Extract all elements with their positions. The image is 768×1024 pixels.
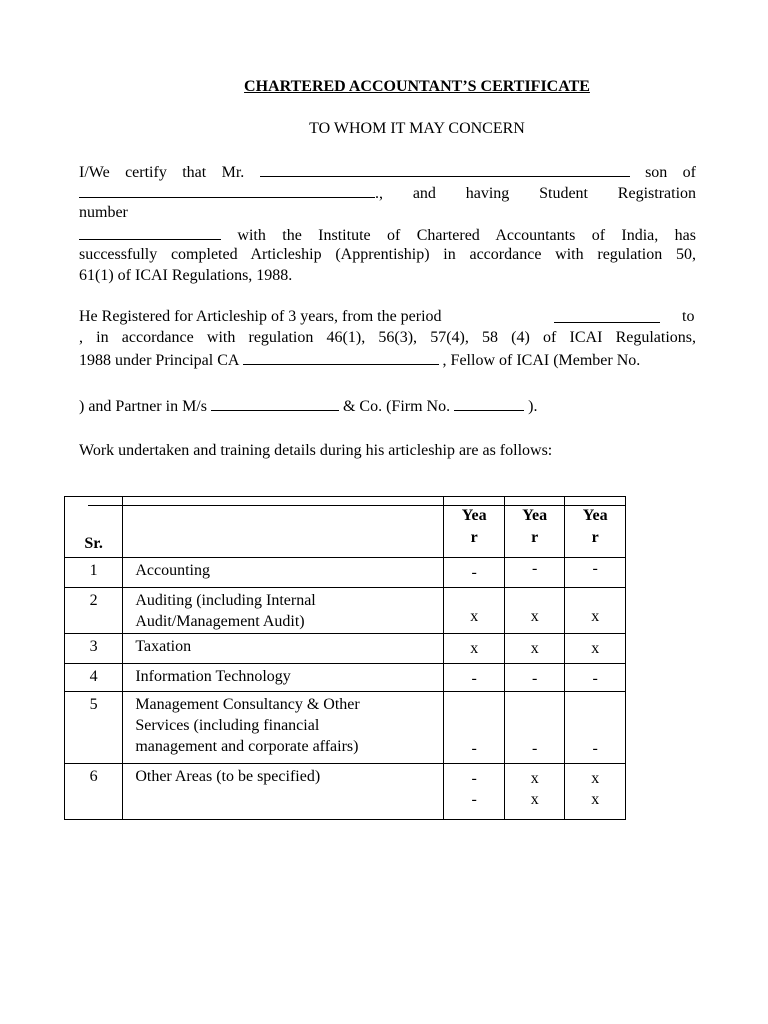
area-line: Information Technology [135,668,291,685]
work-details-intro: Work undertaken and training details during his articleship are as follows: [79,442,553,459]
area-line: management and corporate affairs) [135,738,359,755]
year2-header [504,497,565,558]
year-mark: x [530,770,539,787]
year-mark: x [530,791,539,808]
para1-line6: 61(1) of ICAI Regulations, 1988. [79,267,293,284]
year-mark: x [470,608,479,625]
area-line: Management Consultancy & Other [135,696,360,713]
year1-header [444,497,505,558]
sr-cell: 2 [65,588,123,634]
para2-principal-text: 1988 under Principal CA [79,352,239,369]
year-mark: x [530,608,539,625]
para2-line2: , in accordance with regulation 46(1), 56(3), 57(4), 58 (4) of ICAI Regulations, [79,329,696,346]
sr-cell: 4 [65,664,123,692]
year1-cell [444,588,505,634]
year3-cell [565,692,626,764]
table-row [65,558,626,588]
area-line: Other Areas (to be specified) [135,768,321,785]
father-name-blank [79,183,375,198]
para1-line4 [79,225,696,245]
area-line: Taxation [135,638,192,655]
year2-cell [504,558,565,588]
area-cell [123,764,444,820]
table-row [65,588,626,634]
year-mark: - [532,560,538,577]
para1-word: and [412,185,436,202]
area-cell [123,664,444,692]
year2-cell [504,664,565,692]
year1-cell [444,664,505,692]
period-from-blank [554,308,660,323]
certificate-subtitle: TO WHOM IT MAY CONCERN [309,120,525,137]
para1-certify-text: I/We certify that Mr. [79,164,245,181]
year2-cell [504,588,565,634]
area-line: Accounting [135,562,210,579]
year-mark: - [592,560,598,577]
year3-cell [565,588,626,634]
year-header-part: Yea [522,507,548,524]
area-cell [123,634,444,664]
year-mark: - [532,670,538,687]
year1-cell [444,764,505,820]
sr-cell: 6 [65,764,123,820]
table-header-row [65,497,626,558]
year-mark: - [471,670,477,687]
year1-cell [444,634,505,664]
year-mark: x [591,791,600,808]
year-mark: - [471,791,477,808]
area-cell [123,692,444,764]
year-mark: - [471,770,477,787]
sr-header: Sr. [65,497,123,558]
para2-close-text: ). [528,398,538,415]
certificate-title: CHARTERED ACCOUNTANT’S CERTIFICATE [244,78,590,95]
area-line: Audit/Management Audit) [135,613,305,630]
year-mark: x [470,640,479,657]
area-line: Auditing (including Internal [135,592,316,609]
year-mark: - [532,740,538,757]
sr-cell: 1 [65,558,123,588]
firm-name-blank [211,396,339,411]
year-header-part: r [470,529,478,546]
para2-line4 [79,396,537,416]
year1-cell [444,558,505,588]
year-header-part: Yea [582,507,608,524]
para2-firm-text: & Co. (Firm No. [342,398,451,415]
year-mark: - [592,740,598,757]
year-header-part: r [531,529,539,546]
para2-line3 [79,350,640,370]
training-table [64,496,626,820]
table-body [65,558,626,820]
area-cell [123,588,444,634]
area-line: Services (including financial [135,717,320,734]
year2-cell [504,692,565,764]
sr-cell: 5 [65,692,123,764]
para1-word: having [465,185,510,202]
year-mark: x [591,770,600,787]
para2-line1 [79,308,442,326]
year1-cell [444,692,505,764]
candidate-name-blank [260,162,630,177]
para1-word: Registration [617,185,697,202]
year2-cell [504,634,565,664]
year3-cell [565,664,626,692]
year3-header [565,497,626,558]
year-mark: x [530,640,539,657]
para1-line2 [79,183,696,203]
sr-cell: 3 [65,634,123,664]
year-mark: - [471,740,477,757]
table-row [65,764,626,820]
para2-period-text: He Registered for Articleship of 3 years, from the period [79,308,442,325]
year3-cell [565,558,626,588]
para1-punct: ., [375,185,383,202]
para1-line3: number [79,204,128,221]
year3-cell [565,764,626,820]
table-row [65,634,626,664]
area-cell [123,558,444,588]
para1-institute-text: with the Institute of Chartered Accountants of India, has [237,227,697,244]
firm-number-blank [454,396,524,411]
year2-cell [504,764,565,820]
para2-partner-text: ) and Partner in M/s [79,398,207,415]
table-row [65,664,626,692]
para2-to-text: to [682,308,695,325]
year-mark: - [592,670,598,687]
registration-number-blank [79,225,221,240]
para1-son-of-text: son of [645,164,697,181]
year-mark: - [471,564,477,581]
para1-line1 [79,162,696,182]
para1-word: Student [539,185,588,202]
para2-fellow-text: , Fellow of ICAI (Member No. [442,352,641,369]
year-mark: x [591,640,600,657]
table-row [65,692,626,764]
year-header-part: r [591,529,599,546]
year-header-part: Yea [461,507,487,524]
area-header [123,497,444,558]
para1-line5: successfully completed Articleship (Apprentiship) in accordance with regulation 50, [79,246,696,263]
year-mark: x [591,608,600,625]
year3-cell [565,634,626,664]
principal-ca-blank [243,350,439,365]
